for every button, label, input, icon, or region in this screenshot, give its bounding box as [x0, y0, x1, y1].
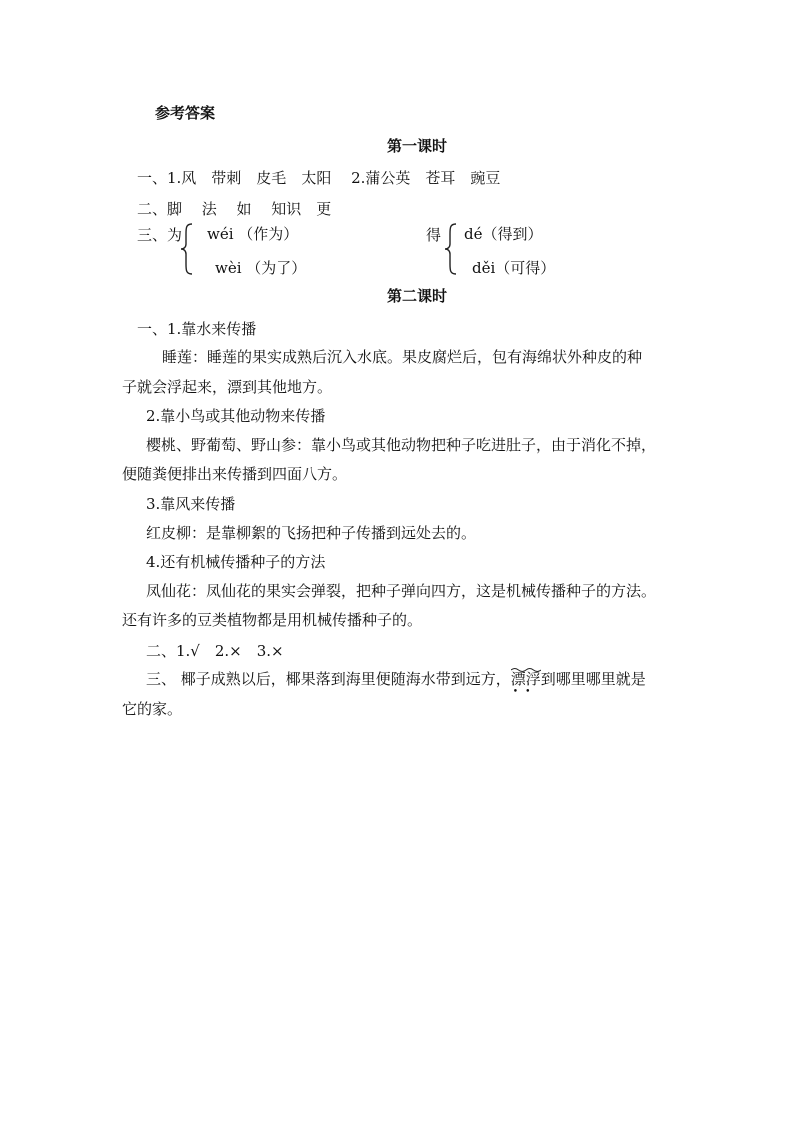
lesson1-q3-dei3: děi（可得）: [472, 259, 556, 277]
emphasis-dots-icon: ••: [512, 687, 538, 697]
emphasized-word-text: 漂浮: [510, 670, 541, 688]
lesson1-q3-wei2: wéi （作为）: [207, 225, 299, 243]
lesson2-p2-head: 2.靠小鸟或其他动物来传播: [146, 407, 326, 425]
lesson2-p1-head: 一、1.靠水来传播: [137, 320, 257, 338]
lesson1-title: 第一课时: [387, 137, 448, 155]
left-brace-icon: [444, 222, 458, 276]
lesson2-p3-line1: 红皮柳：是靠柳絮的飞扬把种子传播到远处去的。: [146, 524, 477, 542]
left-brace-icon: [180, 222, 194, 276]
lesson2-p2-line2: 便随粪便排出来传播到四面八方。: [122, 465, 348, 483]
lesson2-p1-line1: 睡莲：睡莲的果实成熟后沉入水底。果皮腐烂后，包有海绵状外种皮的种: [162, 348, 643, 366]
wavy-underline-icon: [511, 667, 541, 673]
lesson1-q3-de-label: 得: [426, 226, 442, 244]
lesson1-q3-de2: dé（得到）: [464, 225, 543, 243]
lesson2-q3-post: 到哪里哪里就是: [540, 670, 646, 688]
lesson2-title: 第二课时: [387, 287, 448, 305]
lesson2-q3-line2: 它的家。: [122, 700, 183, 718]
lesson2-q3-line1: [146, 669, 646, 697]
lesson1-q1: 一、1.风 带刺 皮毛 太阳 2.蒲公英 苍耳 豌豆: [137, 169, 501, 187]
lesson2-p4-head: 4.还有机械传播种子的方法: [146, 553, 326, 571]
lesson2-p4-line1: 凤仙花：凤仙花的果实会弹裂，把种子弹向四方，这是机械传播种子的方法。: [146, 582, 657, 600]
emphasized-word: [510, 669, 541, 697]
lesson1-q3-wei4: wèi （为了）: [215, 259, 307, 277]
lesson2-p2-line1: 樱桃、野葡萄、野山参：靠小鸟或其他动物把种子吃进肚子，由于消化不掉，: [146, 436, 657, 454]
lesson2-p3-head: 3.靠风来传播: [146, 495, 236, 513]
lesson2-q2: 二、1.√ 2.× 3.×: [146, 642, 284, 660]
lesson1-q2: 二、脚 法 如 知识 更: [137, 200, 332, 218]
lesson1-q3-label: 三、为: [137, 226, 183, 244]
lesson2-p4-line2: 还有许多的豆类植物都是用机械传播种子的。: [122, 611, 423, 629]
lesson2-p1-line2: 子就会浮起来，漂到其他地方。: [122, 378, 333, 396]
page-title: 参考答案: [155, 104, 216, 122]
lesson2-q3-pre: 三、 椰子成熟以后，椰果落到海里便随海水带到远方，: [146, 670, 511, 688]
